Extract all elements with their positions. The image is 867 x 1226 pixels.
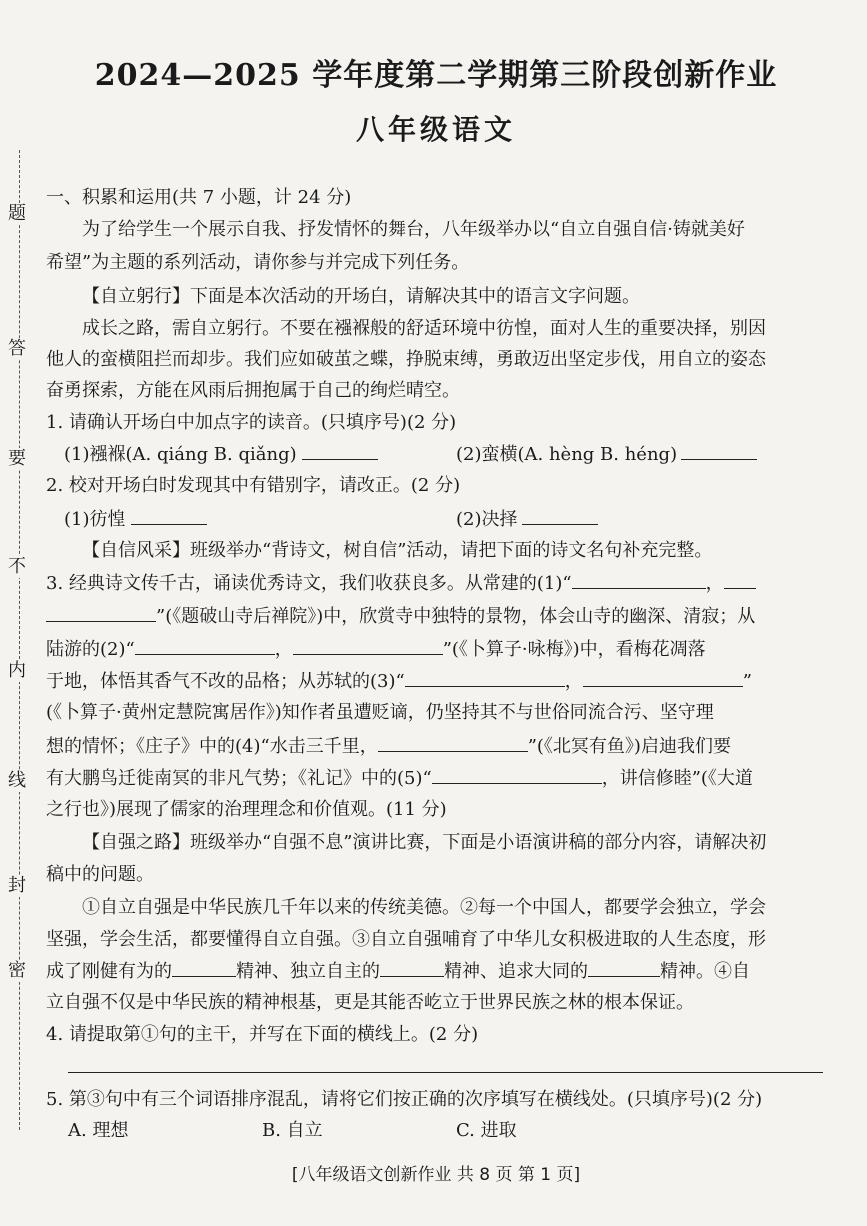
section-heading: 一、积累和运用(共 7 小题，计 24 分): [46, 187, 352, 208]
page-footer: [八年级语文创新作业 共 8 页 第 1 页]: [291, 1165, 581, 1185]
question-2-stem: 2. 校对开场白时发现其中有错别字，请改正。(2 分): [46, 475, 461, 496]
task-heading: 【自强之路】班级举办“自强不息”演讲比赛，下面是小语演讲稿的部分内容，请解决初: [82, 832, 767, 853]
answer-blank[interactable]: [405, 668, 565, 687]
answer-blank[interactable]: [432, 765, 602, 784]
answer-blank[interactable]: [583, 668, 743, 687]
question-3-line: 有大鹏鸟迁徙南冥的非凡气势；《礼记》中的(5)“ ，讲信修睦”(《大道: [46, 765, 826, 792]
answer-blank[interactable]: [572, 570, 706, 589]
margin-char: 答: [4, 338, 30, 360]
question-5-options: [46, 1118, 826, 1144]
question-3-line: 于地，体悟其香气不改的品格；从苏轼的(3)“ ， ”: [46, 668, 826, 695]
question-2-items: [46, 506, 826, 533]
q2-item-2: (2)决择: [456, 509, 518, 530]
question-3-line: 之行也》)展现了儒家的治理理念和价值观。(11 分): [46, 799, 447, 820]
answer-blank[interactable]: [522, 506, 598, 525]
task-heading-cont: 稿中的问题。: [46, 864, 154, 885]
question-4-stem: 4. 请提取第①句的主干，并写在下面的横线上。(2 分): [46, 1024, 479, 1045]
passage-line: 他人的蛮横阻拦而却步。我们应如破茧之蝶，挣脱束缚，勇敢迈出坚定步伐，用自立的姿态: [46, 349, 766, 370]
speech-paragraph-line: 坚强，学会生活，都要懂得自立自强。③自立自强哺育了中华儿女积极进取的人生态度，形: [46, 929, 766, 950]
answer-blank[interactable]: [46, 603, 156, 622]
question-3-line: ”(《题破山寺后禅院》)中，欣赏寺中独特的景物，体会山寺的幽深、清寂；从: [46, 603, 826, 630]
q1-option-2: (2)蛮横(A. hèng B. héng): [456, 444, 678, 465]
margin-char: 封: [4, 875, 30, 897]
speech-paragraph-line: ①自立自强是中华民族几千年以来的传统美德。②每一个中国人，都要学会独立，学会: [82, 897, 766, 918]
binding-margin: [0, 0, 34, 1226]
margin-char: 要: [4, 448, 30, 470]
question-1-stem: 1. 请确认开场白中加点字的读音。(只填序号)(2 分): [46, 412, 457, 433]
speech-paragraph-line: 立自强不仅是中华民族的精神根基，更是其能否屹立于世界民族之林的根本保证。: [46, 992, 694, 1013]
answer-blank[interactable]: [681, 441, 757, 460]
margin-char: 不: [4, 556, 30, 578]
answer-blank[interactable]: [131, 506, 207, 525]
intro-line: 希望”为主题的系列活动，请你参与并完成下列任务。: [46, 252, 470, 273]
answer-blank[interactable]: [724, 570, 756, 589]
question-3-line: 3. 经典诗文传千古，诵读优秀诗文，我们收获良多。从常建的(1)“ ，: [46, 570, 826, 597]
question-3-line: (《卜算子·黄州定慧院寓居作》)知作者虽遭贬谪，仍坚持其不与世俗同流合污、坚守理: [46, 702, 714, 723]
margin-char: 线: [4, 770, 30, 792]
intro-line: 为了给学生一个展示自我、抒发情怀的舞台，八年级举办以“自立自强自信·铸就美好: [82, 219, 745, 240]
answer-blank[interactable]: [380, 958, 444, 977]
margin-char: 内: [4, 660, 30, 682]
seal-line: [19, 150, 20, 1130]
answer-blank[interactable]: [172, 958, 236, 977]
passage-line: 奋勇探索，方能在风雨后拥抱属于自己的绚烂晴空。: [46, 380, 460, 401]
question-1-options: [46, 441, 826, 468]
margin-char: 密: [4, 960, 30, 982]
task-heading: 【自信风采】班级举办“背诗文，树自信”活动，请把下面的诗文名句补充完整。: [82, 540, 713, 561]
q5-option-b: B. 自立: [262, 1120, 323, 1141]
q5-option-c: C. 进取: [456, 1120, 517, 1141]
page-subtitle: 八年级语文: [355, 113, 516, 146]
answer-blank[interactable]: [588, 958, 660, 977]
margin-char: 题: [4, 203, 30, 225]
answer-blank[interactable]: [378, 733, 528, 752]
speech-paragraph-line: 成了刚健有为的 精神、独立自主的 精神、追求大同的 精神。④自: [46, 958, 826, 985]
answer-blank[interactable]: [302, 441, 378, 460]
answer-line[interactable]: [68, 1072, 823, 1073]
task-heading: 【自立躬行】下面是本次活动的开场白，请解决其中的语言文字问题。: [82, 286, 640, 307]
passage-line: 成长之路，需自立躬行。不要在襁褓般的舒适环境中彷惶，面对人生的重要决择，别因: [82, 318, 766, 339]
page-title: 2024—2025 学年度第二学期第三阶段创新作业: [94, 58, 778, 93]
answer-blank[interactable]: [293, 636, 443, 655]
q5-option-a: A. 理想: [68, 1120, 129, 1141]
question-5-stem: 5. 第③句中有三个词语排序混乱，请将它们按正确的次序填写在横线处。(只填序号)(2 分): [46, 1089, 763, 1110]
answer-blank[interactable]: [135, 636, 275, 655]
question-3-line: 陆游的(2)“ ， ”(《卜算子·咏梅》)中，看梅花凋落: [46, 636, 826, 663]
q2-item-1: (1)彷惶: [64, 509, 126, 530]
q1-option-1: (1)襁褓(A. qiáng B. qiǎng): [64, 444, 297, 465]
question-3-line: 想的情怀；《庄子》中的(4)“水击三千里， ”(《北冥有鱼》)启迪我们要: [46, 733, 826, 760]
